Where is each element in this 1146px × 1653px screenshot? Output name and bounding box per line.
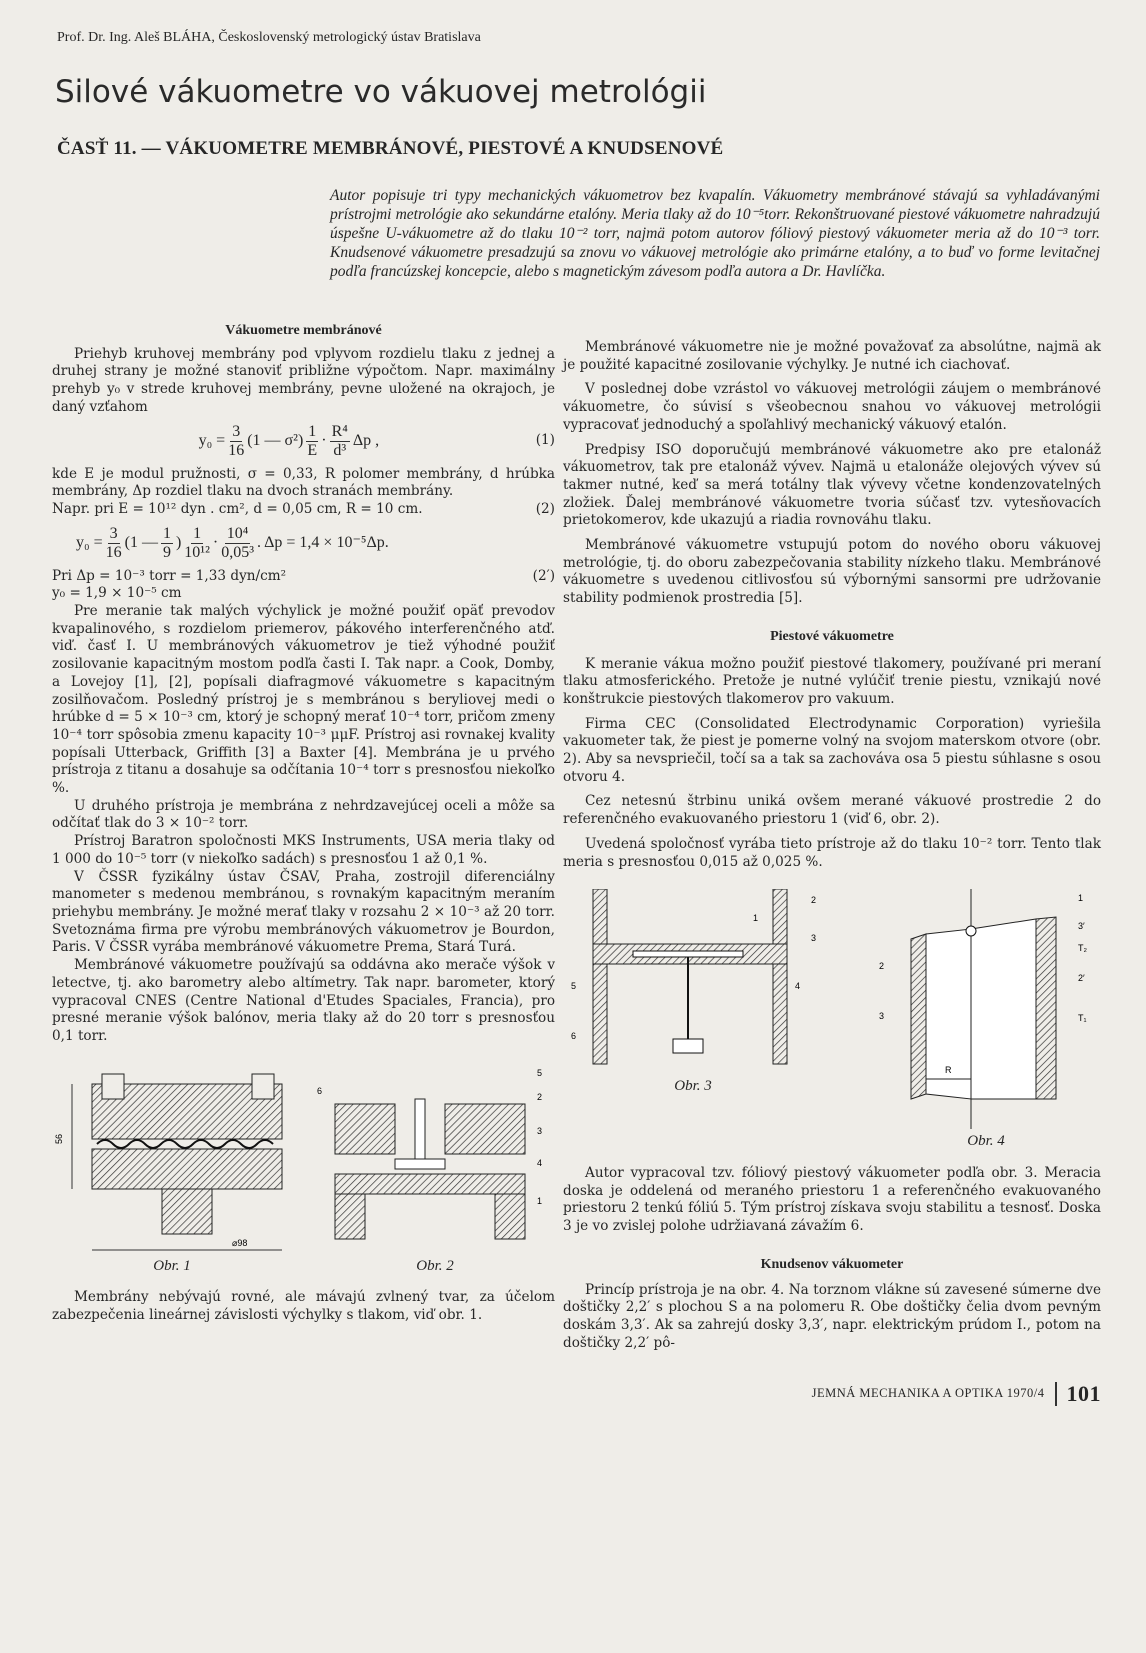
eq-term: 1 [308,422,317,440]
eq-term: 3 [109,524,118,542]
section-heading-membrane: Vákuometre membránové [225,323,382,338]
label: T₂ [1078,943,1087,954]
paragraph: Uvedená spoločnosť vyrába tieto prístroje až do tlaku 10⁻² torr. Tento tlak meria s presnosťou 0,015 až 0,025 %. [563,835,1101,870]
journal-name: JEMNÁ MECHANIKA A OPTIKA 1970/4 [811,1386,1045,1401]
figure-2 [315,1064,555,1276]
paragraph: Priehyb kruhovej membrány pod vplyvom rozdielu tlaku z jednej a druhej strany je možné stanoviť približne výpočtom. Napr. maximálny prehyb y₀ v strede kruhovej membrány, pevne uložené na okrajoch, je daný vzťahom [52,345,555,415]
figure-4 [871,889,1101,1151]
eq-term: (1 — [124,534,158,552]
label: 3 [811,933,817,944]
figure-1-caption: Obr. 1 [153,1257,191,1274]
page-number: 101 [1055,1382,1102,1406]
part-heading: ČASŤ 11. — VÁKUOMETRE MEMBRÁNOVÉ, PIESTOVÉ A KNUDSENOVÉ [57,138,724,159]
label: 5 [571,981,577,992]
section-heading-piston: Piestové vákuometre [770,628,894,644]
label: 2 [879,961,885,972]
lower-housing [92,1149,282,1189]
eq-term: 1 [162,524,171,542]
label: 2 [811,895,817,906]
figure-2-piston-gauge [315,1064,555,1254]
paragraph: Cez netesnú štrbinu uniká ovšem merané vákuové prostredie 2 do referenčného evakuovaného priestoru 1 (viď 6, obr. 2). [563,793,1101,828]
piston [415,1099,425,1159]
label: T₁ [1078,1013,1087,1024]
eq-term: Δp , [352,432,380,450]
eq-term: d³ [333,441,347,459]
eq-term: 10¹² [184,543,210,561]
label: 2 [537,1091,543,1102]
eq-term: y₀ = [76,534,103,552]
equation-1 [52,423,526,460]
equation-number: (1) [535,432,555,449]
label: 6 [571,1031,577,1042]
paragraph: V poslednej dobe vzrástol vo vákuovej metrológii záujem o membránové vákuometre, čo súvisí s všeobecnou snahou vo vákuovej metrológii vypracovať jednoduchý a spoľahlivý mechanický vákuový etalón. [563,381,1101,433]
equation-2-line [52,501,555,519]
eq-text: Pri Δp = 10⁻³ torr = 1,33 dyn/cm² [52,567,287,584]
section-heading-knudsen: Knudsenov vákuometer [760,1256,904,1272]
paragraph: Prístroj Baratron spoločnosti MKS Instruments, USA meria tlaky od 1 000 do 10⁻⁵ torr (v niekoľko sadách) s presnosťou 1 až 0,1 %. [52,833,555,867]
paragraph: Autor vypracoval tzv. fóliový piestový vákuometer podľa obr. 3. Meracia doska je oddelená od meraného priestoru 1 a referenčného evakuovaného priestoru 2 tenkú fóliú 5. Tým prístroj získava svoju stabilitu a tesnosť. Doska 3 je vo zvislej polohe udržiavaná závažím 6. [563,1164,1101,1235]
eq-term: 0,05³ [221,543,254,561]
eq-term: 1 [193,524,202,542]
author-line: Prof. Dr. Ing. Aleš BLÁHA, Československý metrologický ústav Bratislava [57,30,481,45]
figure-1 [52,1064,292,1276]
equation-2prime-line [52,568,555,586]
right-figures [563,889,1101,1151]
equation-number: (2) [535,500,555,517]
paragraph: Membránové vákuometre používajú sa oddávna ako merače výšok v letectve, tj. ako barometry alebo altímetry. Tak napr. barometer, ktorý vypracoval CNES (Centre National d'Etudes Spaciales, Francia), pro presné meranie výšok balónov, meria tlaky až do 20 torr s presnosťou 0,1 torr. [52,957,555,1044]
paragraph: Membrány nebývajú rovné, ale mávajú zvlnený tvar, za účelom zabezpečenia lineárnej závislosti výchylky s tlakom, viď obr. 1. [52,1289,555,1324]
label: 4 [537,1157,543,1168]
eq-term: . Δp = 1,4 × 10⁻⁵Δp. [256,534,389,552]
figure-2-caption: Obr. 2 [416,1257,454,1274]
eq-term: y₀ = [198,432,226,450]
dimension-diameter: ⌀98 [232,1237,248,1248]
weight [673,1039,703,1053]
bolt-icon [102,1074,124,1099]
figure-1-membrane-gauge [52,1064,292,1254]
label: 4 [795,981,801,992]
abstract: Autor popisuje tri typy mechanických vákuometrov bez kvapalín. Vákuometry membránové stávajú sa vyhladávanými prístrojmi metrológie ako sekundárne etalóny. Meria tlaky až do 10⁻⁵torr. Rekonštruované piestové vákuometre nahradzujú úspešne U-vákuometre až do tlaku 10⁻² torr, najmä potom autorov fóliový piestový vákuometer meria až do 10⁻³ torr. Knudsenové vákuometre presadzujú sa znovu vo vákuovej metrológie ako primárne etalóny, a to buď vo forme levitačnej podľa francúzskej koncepcie, alebo s magnetickým závesom podľa autora a Dr. Havlíčka. [330,187,1100,280]
paragraph: K meranie vákua možno použiť piestové tlakomery, používané pri meraní tlaku atmosferického. Pretože je nutné vylúčiť trenie piestu, vznikajú nové konštrukcie piestových tlakomerov pro vakuum. [563,655,1101,707]
label: 6 [317,1085,323,1096]
eq-term: 3 [232,422,241,440]
label: 2′ [1078,973,1085,984]
eq-term: · [321,432,327,450]
left-column [52,322,555,1325]
paragraph: Predpisy ISO doporučujú membránové vákuometre ako pre etalonáž vákuometrov, tak pre etalonáž vývev. Najmä u etalonáže olejových vývev sú takmer nutné, keď sa merá totálny tlak vývevy včetne kondenzovatelných zložiek. Ďalej membránové vákuometre tvoria súčasť tzv. vytesňovacích prietokomerov, kde ukazujú a riadia rovnováhu tlaku. [563,441,1101,529]
paragraph: kde E je modul pružnosti, σ = 0,33, R polomer membrány, d hrúbka membrány, Δp rozdiel tlaku na dvoch stranách membrány. [52,465,555,500]
equation-number: (2′) [532,567,555,584]
label: 1 [753,913,759,924]
label: 3′ [1078,921,1085,932]
paragraph: Princíp prístroja je na obr. 4. Na torznom vlákne sú zavesené súmerne dve doštičky 2,2′ s plochou S a na polomeru R. Obe doštičky čelia dvom pevným doskám 3,3′. Ak sa zahrejú dosky 3,3′, napr. elektrickým prúdom I., potom na doštičky 2,2′ pô- [563,1281,1101,1351]
right-column [563,339,1101,1406]
measuring-plate [633,951,743,957]
eq-term: 10⁴ [226,524,249,542]
left-figures [52,1064,555,1276]
paragraph: U druhého prístroja je membrána z nehrdzavejúcej oceli a môže sa odčítať tlak do 3 × 10⁻² torr. [52,797,555,832]
paragraph: Membránové vákuometre nie je možné považovať za absolútne, najmä ak je použité kapacitné zosilovanie výchylky. Je nutné ich ciachovať. [563,339,1101,373]
figure-3 [563,889,823,1096]
equation-1-row [52,423,555,460]
paragraph: Pre meranie tak malých výchylick je možné použiť opäť prevodov kvapalinového, s rozdielom priemerov, pákového interferenčného atď. viď. časť I. U membránových vákuometrov je tiež výhodné použiť zosilovanie kapacitným mostom podľa časti I. Tak napr. a Cook, Domby, a Lovejoy [1], [2], popísali diafragmové vákuometre s kapacitným zosilňovačom. Posledný prístroj je s membránou s beryliovej medi o hrúbke d = 5 × 10⁻³ cm, ktorý je schopný merať 10⁻⁴ torr, pričom zmeny 10⁻⁴ torr spôsobia zmenu kapacity 10⁻³ μμF. Prístroj asi rovnakej kvality popísali Utterback, Griffith [3] a Baxter [4]. Membrána je u prvého prístroja z titanu a dosahuje sa odčítania 10⁻⁴ torr s presnosťou niekoľko %. [52,603,555,797]
figure-4-caption: Obr. 4 [967,1133,1005,1150]
figure-3-foil-piston-gauge [563,889,823,1074]
result-line: y₀ = 1,9 × 10⁻⁵ cm [52,585,182,602]
figure-3-caption: Obr. 3 [674,1078,712,1095]
eq-term: 16 [105,543,122,561]
eq-term: E [307,441,318,459]
paragraph: Firma CEC (Consolidated Electrodynamic Corporation) vyriešila vakuometer tak, že piest je pomerne volný na svojom materskom otvore (obr. 2). Aby sa nevspriečil, točí sa a tak sa zachováva osa 5 piestu súhlasne s osou otvoru 4. [563,715,1101,785]
eq-term: 9 [162,543,171,561]
label: 5 [537,1067,543,1078]
page-footer [563,1382,1101,1406]
equation-2 [52,525,555,562]
eq-term: R⁴ [331,422,348,440]
label: 1 [1078,893,1084,904]
inlet-stem [162,1189,212,1234]
label: 3 [879,1011,885,1022]
label: 3 [537,1125,543,1136]
eq-text: Napr. pri E = 10¹² dyn . cm², d = 0,05 cm, R = 10 cm. [52,500,423,517]
paragraph: Membránové vákuometre vstupujú potom do nového oboru vákuovej metrológie, tj. do oboru zabezpečovania stability nízkeho tlaku. Membránové vákuometre s uvedenou citlivosťou sú výbornými sansormi pre udržovanie stability podmienok prostredia [5]. [563,537,1101,607]
corrugated-membrane [97,1140,273,1148]
eq-term: ) [175,534,182,552]
figure-4-knudsen-gauge [871,889,1101,1129]
eq-term: · [212,534,219,552]
article-title: Silové vákuometre vo vákuovej metrológii [55,74,707,110]
paragraph: V ČSSR fyzikálny ústav ČSAV, Praha, zostrojil diferenciálny manometer s medenou membránou, s rovnakým kapacitným meraním priehybu membrány. Je možné merať tlaky v rozsahu 2 × 10⁻³ až 20 torr. Svetoznáma firma pre výrobu membránových vákuometrov je Bourdon, Paris. V ČSSR vyrába membránové vákuometre Prema, Stará Turá. [52,868,555,956]
label: 1 [537,1195,543,1206]
dimension-height: 56 [54,1133,64,1144]
bolt-icon [252,1074,274,1099]
label: R [945,1065,952,1076]
eq-term: 16 [228,441,245,459]
eq-term: (1 — σ²) [247,432,304,450]
